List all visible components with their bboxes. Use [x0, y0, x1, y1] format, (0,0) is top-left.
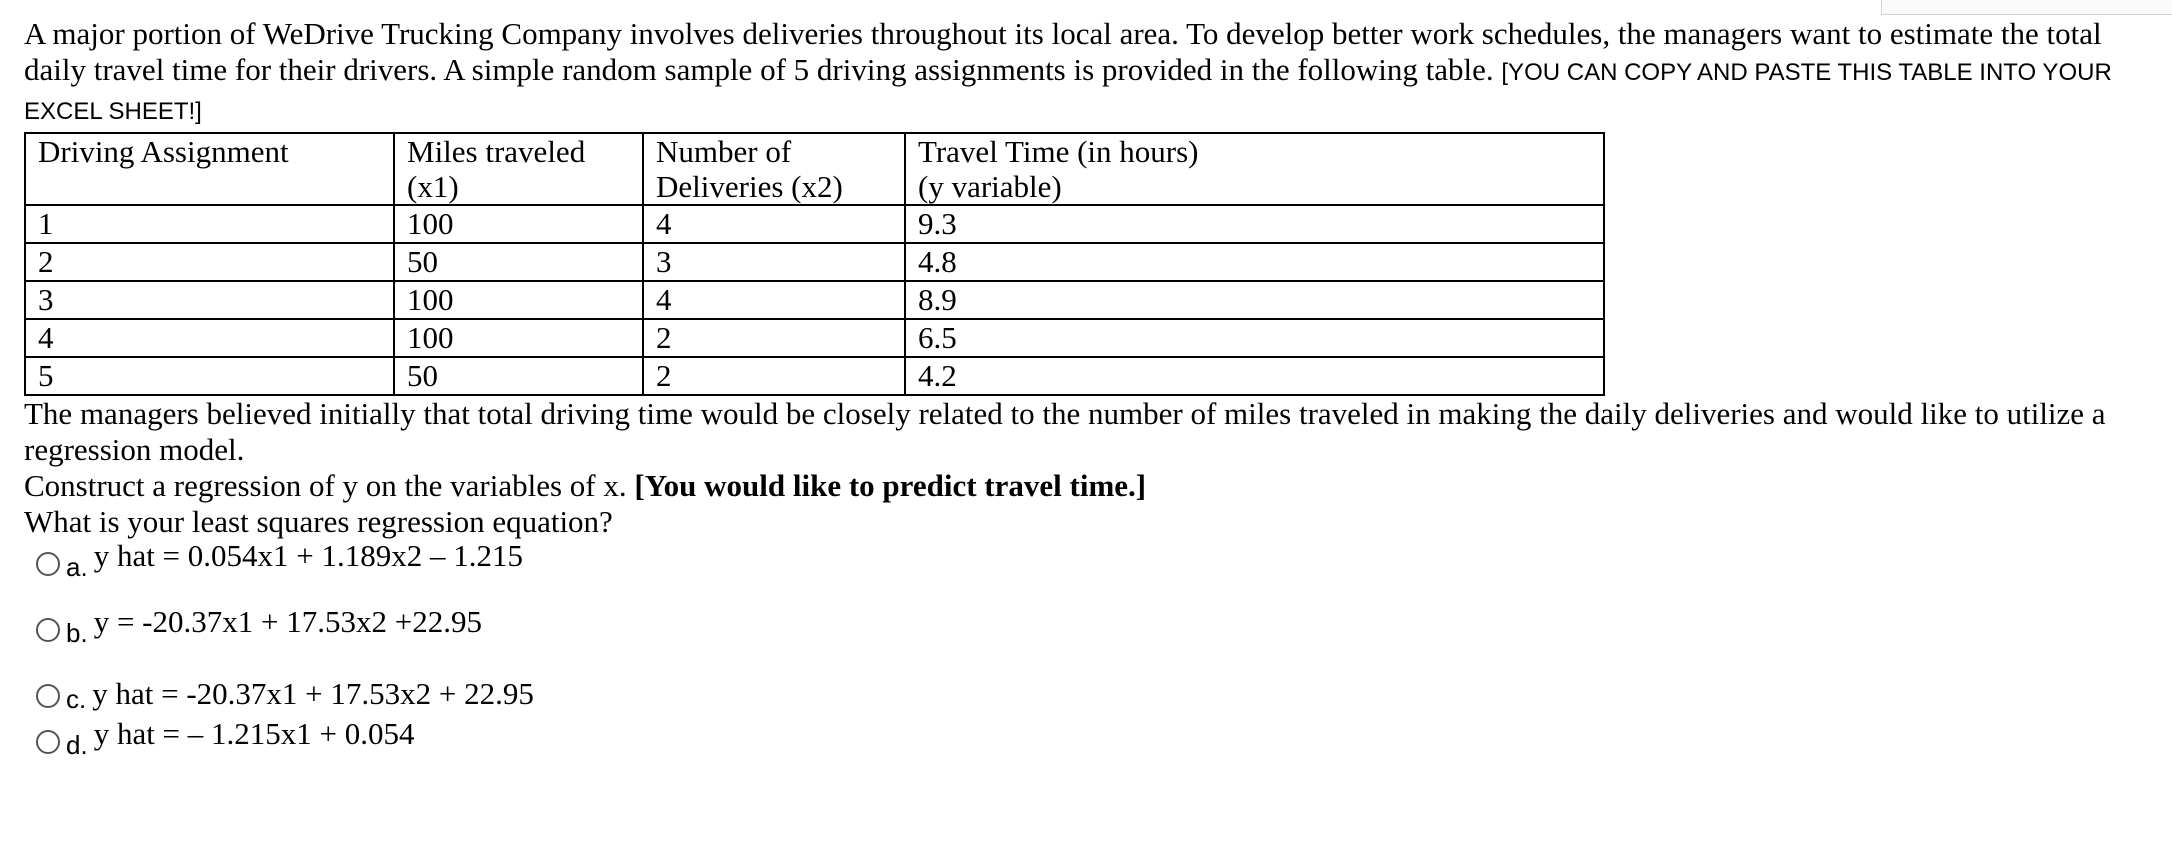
table-cell: 3 — [643, 243, 905, 281]
intro-note: [YOU CAN COPY AND PASTE THIS TABLE INTO YOUR EXCEL SHEET!] — [24, 59, 2112, 125]
table-cell: 3 — [25, 281, 394, 319]
table-cell: 100 — [394, 281, 643, 319]
option-text: y hat = – 1.215x1 + 0.054 — [93, 716, 415, 751]
option-text: y = -20.37x1 + 17.53x2 +22.95 — [93, 604, 482, 639]
table-cell: 50 — [394, 357, 643, 395]
table-row — [25, 319, 1604, 357]
option-letter: a. — [66, 552, 88, 582]
question-container — [24, 16, 2154, 786]
header-number-of-deliveries: Number of Deliveries (x2) — [643, 133, 905, 205]
header-travel-time: Travel Time (in hours) (y variable) — [905, 133, 1604, 205]
instruction-bold: [You would like to predict travel time.] — [634, 468, 1147, 503]
radio-button-d[interactable] — [36, 730, 60, 754]
table-cell: 100 — [394, 205, 643, 243]
table-row — [25, 243, 1604, 281]
table-row — [25, 205, 1604, 243]
intro-text: A major portion of WeDrive Trucking Company involves deliveries throughout its local area. To develop better work schedules, the managers want to estimate the total daily travel time for their drivers. A simple random sample of 5 driving assignments is provided in the following table. — [24, 16, 2102, 87]
option-text: y hat = 0.054x1 + 1.189x2 – 1.215 — [93, 538, 524, 573]
table-cell: 2 — [25, 243, 394, 281]
context-paragraph: The managers believed initially that total driving time would be closely related to the number of miles traveled in making the daily deliveries and would like to utilize a regression model. — [24, 396, 2106, 467]
option-text: y hat = -20.37x1 + 17.53x2 + 22.95 — [92, 676, 534, 711]
table-row — [25, 357, 1604, 395]
table-cell: 4 — [25, 319, 394, 357]
question-intro — [24, 16, 2154, 130]
table-cell: 1 — [25, 205, 394, 243]
option-letter: d. — [66, 730, 88, 760]
option-a[interactable] — [24, 538, 2154, 608]
table-cell: 4.2 — [905, 357, 1604, 395]
instruction-text: Construct a regression of y on the variables of x. — [24, 468, 635, 503]
header-miles-traveled: Miles traveled (x1) — [394, 133, 643, 205]
option-letter: b. — [66, 618, 88, 648]
radio-button-a[interactable] — [36, 552, 60, 576]
question-prompt: What is your least squares regression equation? — [24, 504, 613, 539]
top-right-panel-edge — [1881, 0, 2172, 15]
table-cell: 2 — [643, 319, 905, 357]
answer-options — [24, 538, 2154, 786]
table-cell: 6.5 — [905, 319, 1604, 357]
table-cell: 5 — [25, 357, 394, 395]
table-cell: 50 — [394, 243, 643, 281]
table-cell: 100 — [394, 319, 643, 357]
option-c[interactable] — [24, 674, 2154, 720]
table-cell: 4 — [643, 281, 905, 319]
option-b[interactable] — [24, 604, 2154, 674]
table-cell: 4 — [643, 205, 905, 243]
table-row — [25, 281, 1604, 319]
table-cell: 9.3 — [905, 205, 1604, 243]
option-d[interactable] — [24, 716, 2154, 786]
header-driving-assignment: Driving Assignment — [25, 133, 394, 205]
table-header-row — [25, 133, 1604, 205]
radio-button-b[interactable] — [36, 618, 60, 642]
radio-button-c[interactable] — [36, 684, 60, 708]
table-cell: 2 — [643, 357, 905, 395]
option-letter: c. — [66, 684, 87, 714]
table-cell: 8.9 — [905, 281, 1604, 319]
data-table — [24, 132, 1605, 396]
table-cell: 4.8 — [905, 243, 1604, 281]
instruction-paragraph — [24, 468, 2154, 504]
